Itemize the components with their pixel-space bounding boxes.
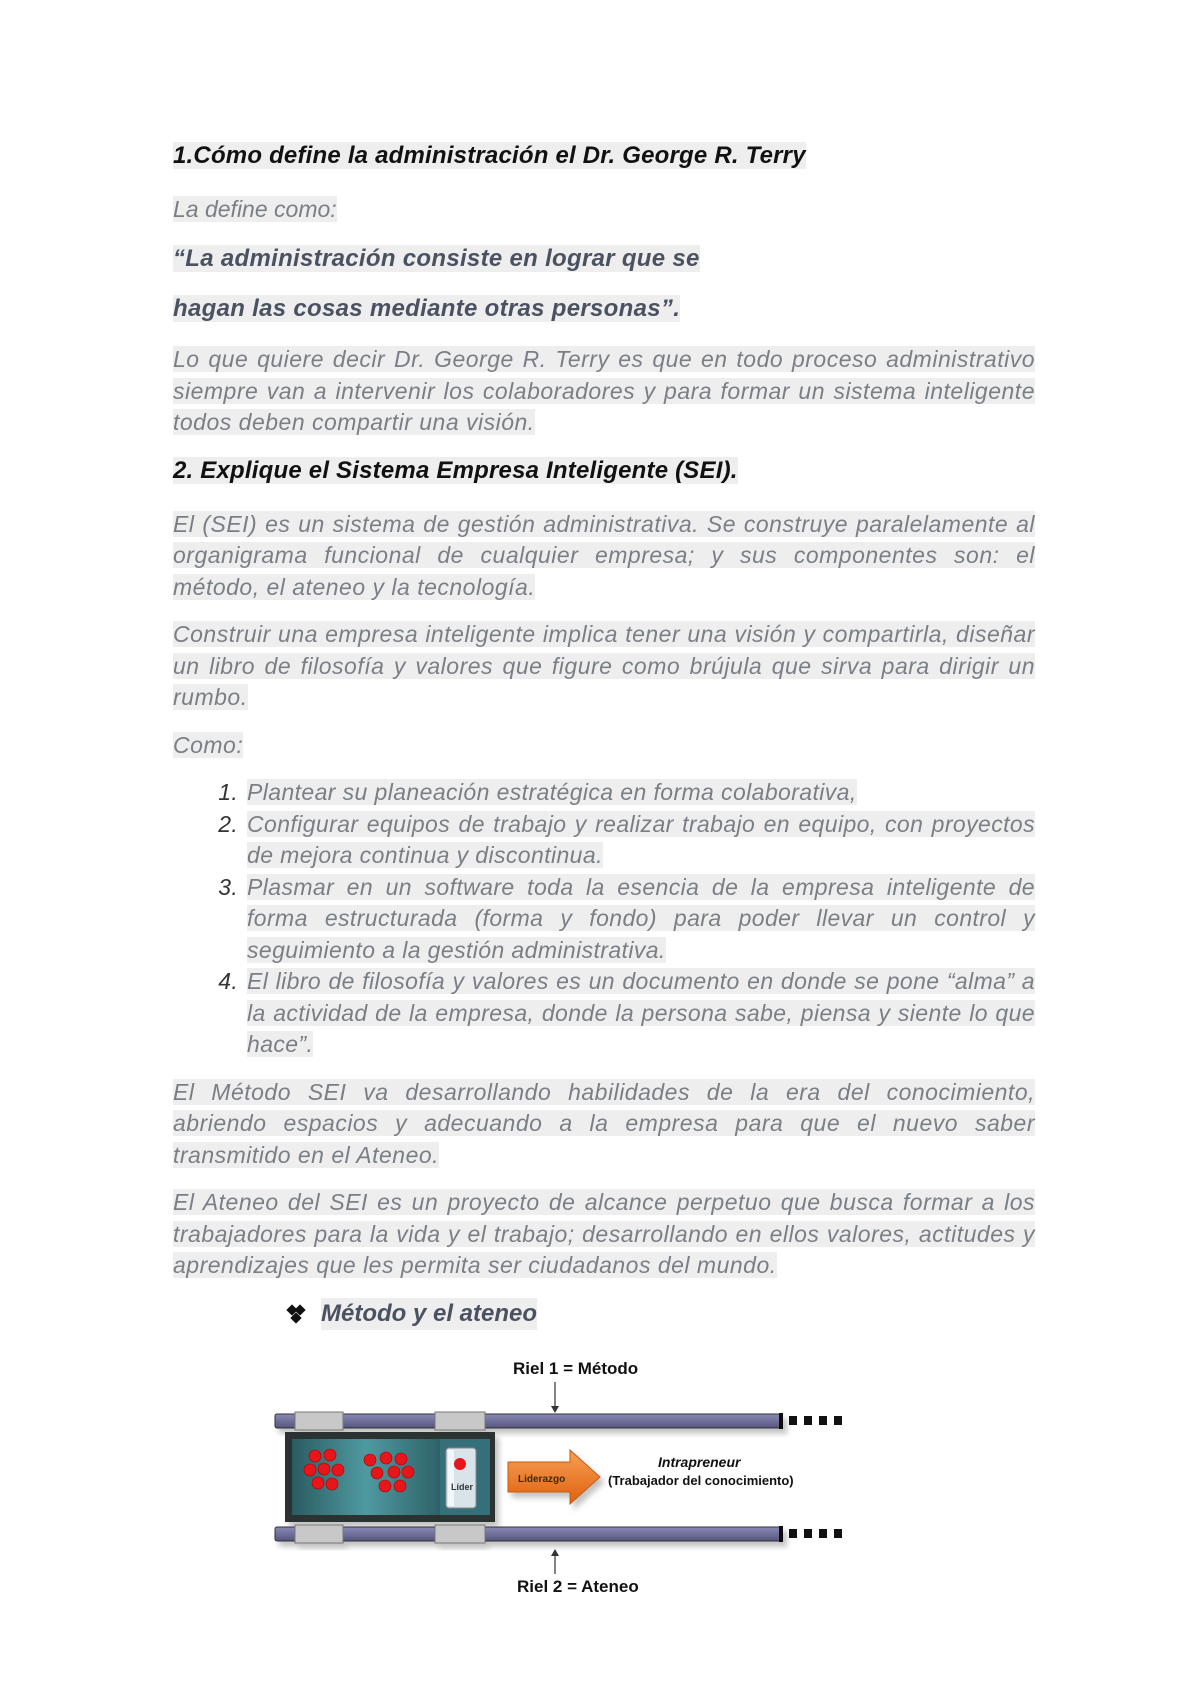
- list-item: [245, 777, 1035, 809]
- leadership-arrow-label: Liderazgo: [518, 1474, 566, 1485]
- section1-intro-text: La define como:: [173, 196, 337, 222]
- intrapreneur-label: Intrapreneur: [658, 1454, 741, 1470]
- section1-heading: [173, 140, 1035, 172]
- sei-paragraph-2-text: Construir una empresa inteligente implica tener una visión y compartirla, diseñar un libro de filosofía y valores que figure como brújula que sirva para dirigir un rumbo.: [173, 621, 1035, 710]
- sei-paragraph-3-text: El Método SEI va desarrollando habilidades de la era del conocimiento, abriendo espacios y adecuando a la empresa para que el nuevo saber transmitido en el Ateneo.: [173, 1078, 1035, 1168]
- sei-steps-list: [173, 777, 1035, 1061]
- section1-explanation: [173, 344, 1035, 439]
- metodo-ateneo-bullet-text: Método y el ateneo: [321, 1298, 537, 1330]
- list-item: [245, 809, 1035, 872]
- rail1-label: Riel 1 = Método: [513, 1359, 639, 1378]
- como-label-text: Como:: [173, 731, 244, 758]
- rail1-pointer-head: [551, 1406, 559, 1413]
- section1-heading-text: 1.Cómo define la administración el Dr. George R. Terry: [173, 142, 806, 169]
- intrapreneur-sublabel: (Trabajador del conocimiento): [608, 1473, 794, 1488]
- document-body: [173, 140, 1035, 1330]
- list-item-text: El libro de filosofía y valores es un documento en donde se pone “alma” a la actividad de la empresa, donde la persona sabe, piensa y siente lo que hace”.: [247, 968, 1035, 1057]
- rail-bottom: [275, 1525, 783, 1543]
- terry-quote-line1: [173, 244, 1035, 274]
- list-item-text: Plantear su planeación estratégica en forma colaborativa,: [247, 779, 857, 805]
- diamond-bullet-icon: [285, 1303, 307, 1325]
- sei-paragraph-2: [173, 619, 1035, 714]
- section1-intro: [173, 194, 1035, 224]
- leader-label: Líder: [451, 1482, 474, 1492]
- rail-bottom-dashes: [789, 1529, 842, 1538]
- sei-paragraph-4-text: El Ateneo del SEI es un proyecto de alcance perpetuo que busca formar a los trabajadores para la vida y el trabajo; desarrollando en ellos valores, actitudes y aprendizajes que les permita ser ciudadanos del mundo.: [173, 1189, 1035, 1278]
- terry-quote-line2-text: hagan las cosas mediante otras personas”.: [173, 295, 681, 322]
- list-item: [245, 872, 1035, 967]
- rail2-label: Riel 2 = Ateneo: [517, 1577, 639, 1596]
- sei-paragraph-4: [173, 1187, 1035, 1282]
- list-item-text: Configurar equipos de trabajo y realizar trabajo en equipo, con proyectos de mejora continua y discontinua.: [247, 810, 1035, 868]
- section2-heading-text: 2. Explique el Sistema Empresa Inteligente (SEI).: [173, 456, 738, 484]
- terry-quote-line2: [173, 294, 1035, 324]
- sei-paragraph-3: [173, 1077, 1035, 1172]
- rail2-pointer-head: [551, 1549, 559, 1556]
- sei-rails-diagram: [270, 1352, 860, 1602]
- sei-paragraph-1: [173, 509, 1035, 604]
- section2-heading: [173, 455, 1035, 487]
- metodo-ateneo-bullet: [285, 1298, 1035, 1330]
- section1-explanation-text: Lo que quiere decir Dr. George R. Terry es que en todo proceso administrativo siempre van a intervenir los colaboradores y para formar un sistema inteligente todos deben compartir una visión.: [173, 346, 1035, 435]
- leader-piece: [446, 1448, 476, 1508]
- rail-top-dashes: [789, 1416, 842, 1425]
- como-label: [173, 730, 1035, 762]
- list-item: [245, 966, 1035, 1061]
- terry-quote-line1-text: “La administración consiste en lograr que se: [173, 245, 700, 272]
- sei-paragraph-1-text: El (SEI) es un sistema de gestión administrativa. Se construye paralelamente al organigrama funcional de cualquier empresa; y sus componentes son: el método, el ateneo y la tecnología.: [173, 510, 1035, 600]
- list-item-text: Plasmar en un software toda la esencia de la empresa inteligente de forma estructurada (forma y fondo) para poder llevar un control y seguimiento a la gestión administrativa.: [247, 873, 1035, 963]
- rail-top: [275, 1412, 783, 1430]
